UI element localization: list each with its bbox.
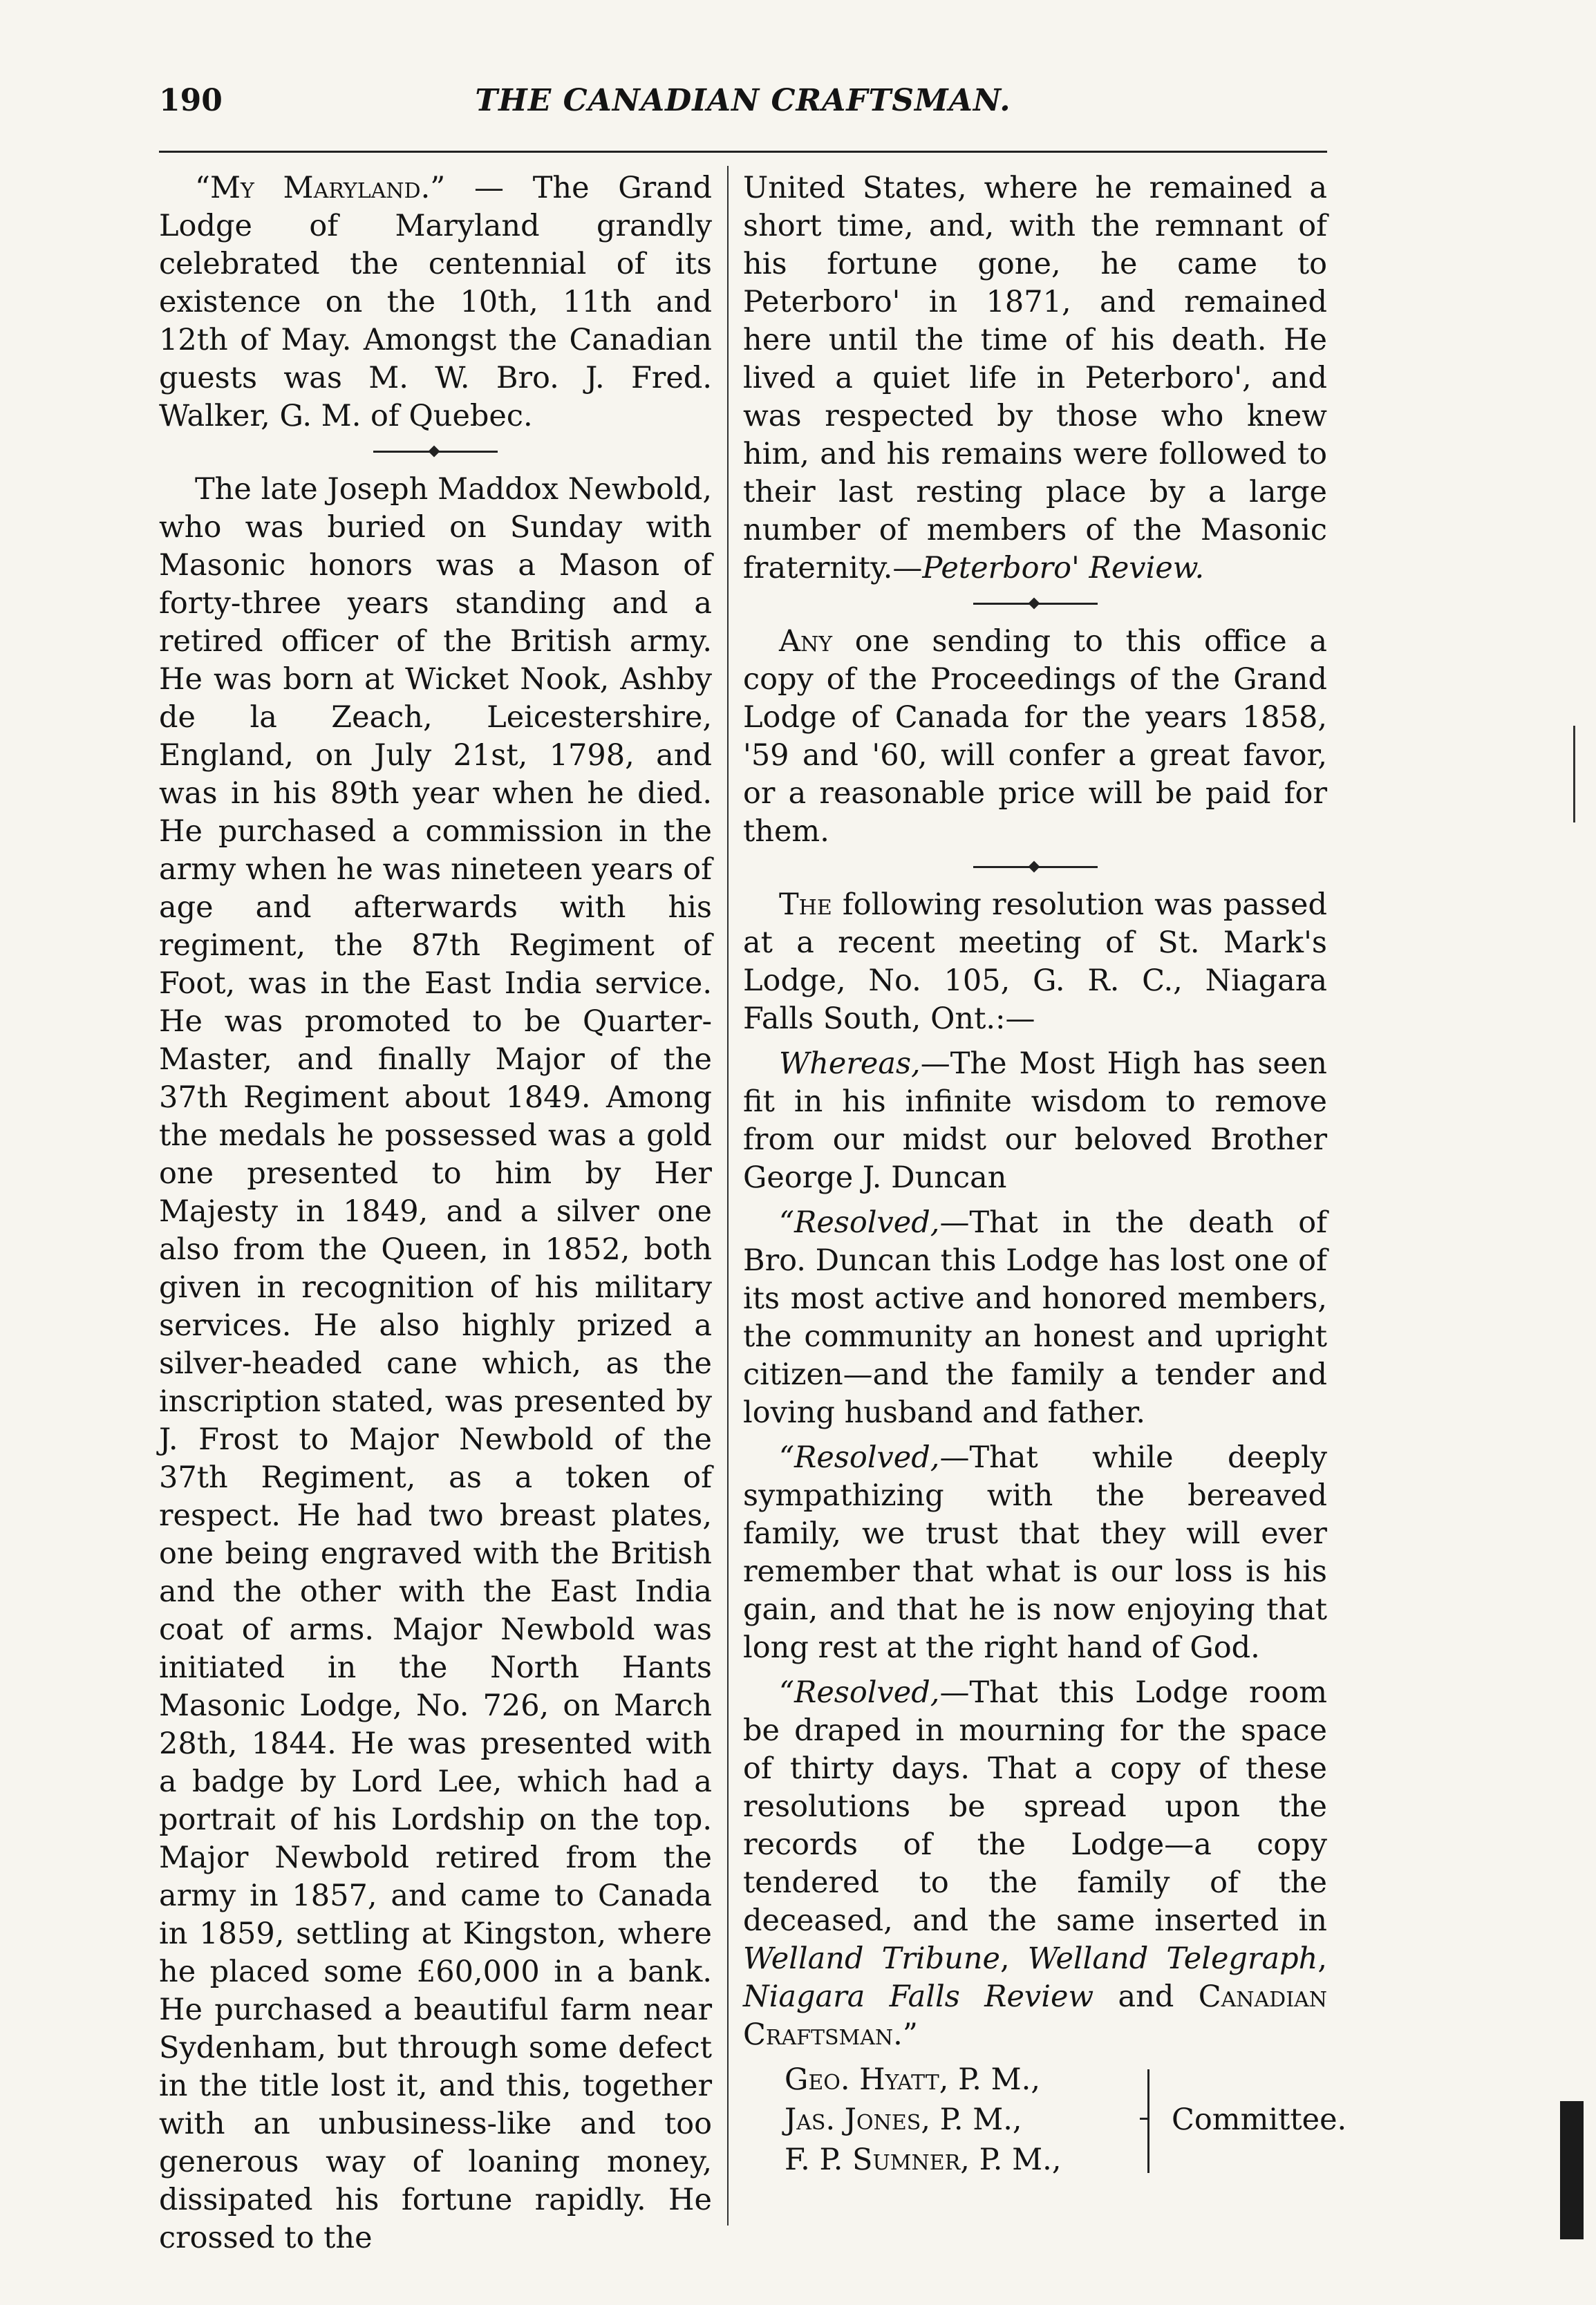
resolved-label: “Resolved,	[779, 1440, 940, 1475]
newbold-continued-paragraph	[743, 169, 1327, 587]
proceedings-text: one sending to this office a copy of the Proceedings of the Grand Lodge of Canada for the years 1858, '59 and '60, will confer a great favor, or a reasonable price will be paid for them.	[743, 624, 1327, 849]
proceedings-lead: Any	[779, 624, 833, 659]
page-header	[159, 83, 1327, 131]
maryland-text: — The Grand Lodge of Maryland grandly celebrated the centennial of its existence on the 10th, 11th and 12th of May. Amongst the Canadian guests was M. W. Bro. J. Fred. Walker, G. M. of Quebec.	[159, 171, 712, 433]
maryland-lead: “My Maryland.”	[195, 171, 446, 205]
running-title: THE CANADIAN CRAFTSMAN.	[475, 83, 1011, 118]
signatory: Geo. Hyatt, P. M.,	[785, 2062, 1041, 2097]
resolution-intro-text: following resolution was passed at a recent meeting of St. Mark's Lodge, No. 105, G. R. C., Niagara Falls South, Ont.:—	[743, 887, 1327, 1036]
brace-mark	[1147, 2069, 1163, 2173]
signatory: F. P. Sumner, P. M.,	[785, 2143, 1062, 2177]
resolved-text: —That while deeply sympathizing with the bereaved family, we trust that they will ever remember that what is our loss is his gain, and that he is now enjoying that long rest at the right hand of God.	[743, 1440, 1327, 1665]
section-separator	[373, 451, 498, 453]
resolved-label: “Resolved,	[779, 1205, 940, 1240]
left-column	[159, 169, 712, 2255]
margin-mark	[1573, 726, 1575, 822]
resolved-paragraph-2	[743, 1439, 1327, 1667]
separator-text: ,	[999, 1941, 1028, 1976]
header-rule	[159, 151, 1327, 153]
signatory: Jas. Jones, P. M.,	[785, 2102, 1022, 2137]
newbold-continued-text: United States, where he remained a short time, and, with the remnant of his fortune gone, he came to Peterboro' in 1871, and remained here until the time of his death. He lived a quiet life in Peterboro', and was respected by those who knew him, and his remains were followed to their last resting place by a large number of members of the Masonic fraternity.—	[743, 171, 1327, 585]
whereas-text: —The Most High has seen fit in his infinite wisdom to remove from our midst our beloved Brother George J. Duncan	[743, 1046, 1327, 1195]
separator-text: and	[1093, 1979, 1199, 2014]
proceedings-paragraph	[743, 623, 1327, 851]
signatory-list	[785, 2061, 1062, 2181]
newspaper-name: Niagara Falls Review	[743, 1979, 1094, 2014]
resolved-text: —That in the death of Bro. Duncan this Lodge has lost one of its most active and honored members, the community an honest and upright citizen—and the family a tender and loving husband and father.	[743, 1205, 1327, 1430]
closing-text: .”	[893, 2017, 918, 2052]
resolved-paragraph-3	[743, 1674, 1327, 2054]
resolved-text: —That this Lodge room be draped in mourning for the space of thirty days. That a copy of these resolutions be spread upon the records of the Lodge—a copy tendered to the family of the deceased, and the same inserted in	[743, 1675, 1327, 1938]
page-number: 190	[159, 83, 223, 118]
newbold-source: Peterboro' Review.	[922, 551, 1205, 585]
resolved-paragraph-1	[743, 1204, 1327, 1432]
newspaper-name: Welland Tribune	[743, 1941, 1000, 1976]
right-column	[743, 169, 1347, 2229]
resolution-intro-paragraph	[743, 886, 1327, 1038]
whereas-paragraph	[743, 1045, 1327, 1197]
binding-mark	[1560, 2101, 1584, 2239]
whereas-label: Whereas,	[779, 1046, 921, 1081]
newspaper-name: Canadian Craftsman	[743, 1979, 1327, 2052]
separator-text: ,	[1317, 1941, 1327, 1976]
newbold-paragraph: The late Joseph Maddox Newbold, who was buried on Sunday with Masonic honors was a Mason of forty-three years standing and a retired officer of the British army. He was born at Wicket Nook, Ashby de la Zeach, Leicestershire, England, on July 21st, 1798, and was in his 89th year when he died. He purchased a commission in the army when he was nineteen years of age and afterwards with his regiment, the 87th Regiment of Foot, was in the East India service. He was promoted to be Quarter-Master, and finally Major of the 37th Regiment about 1849. Among the medals he possessed was a gold one presented to him by Her Majesty in 1849, and a silver one also from the Queen, in 1852, both given in recognition of his military services. He also highly prized a silver-headed cane which, as the inscription stated, was presented by J. Frost to Major Newbold of the 37th Regiment, as a token of respect. He had two breast plates, one being engraved with the British and the other with the East India coat of arms. Major Newbold was initiated in the North Hants Masonic Lodge, No. 726, on March 28th, 1844. He was presented with a badge by Lord Lee, which had a portrait of his Lordship on the top. Major Newbold retired from the army in 1857, and came to Canada in 1859, settling at Kingston, where he placed some £60,000 in a bank. He purchased a beautiful farm near Sydenham, but through some defect in the title lost it, and this, together with an unbusiness-like and too generous way of loaning money, dissipated his fortune rapidly. He crossed to the	[159, 472, 712, 2255]
column-divider	[727, 166, 729, 2226]
newspaper-name: Welland Telegraph	[1027, 1941, 1318, 1976]
section-separator	[973, 866, 1098, 868]
resolved-label: “Resolved,	[779, 1675, 940, 1710]
committee-label: Committee.	[1172, 2102, 1347, 2137]
resolution-lead: The	[779, 887, 832, 922]
section-separator	[973, 603, 1098, 605]
maryland-paragraph	[159, 169, 712, 435]
committee-signatures	[743, 2061, 1347, 2185]
